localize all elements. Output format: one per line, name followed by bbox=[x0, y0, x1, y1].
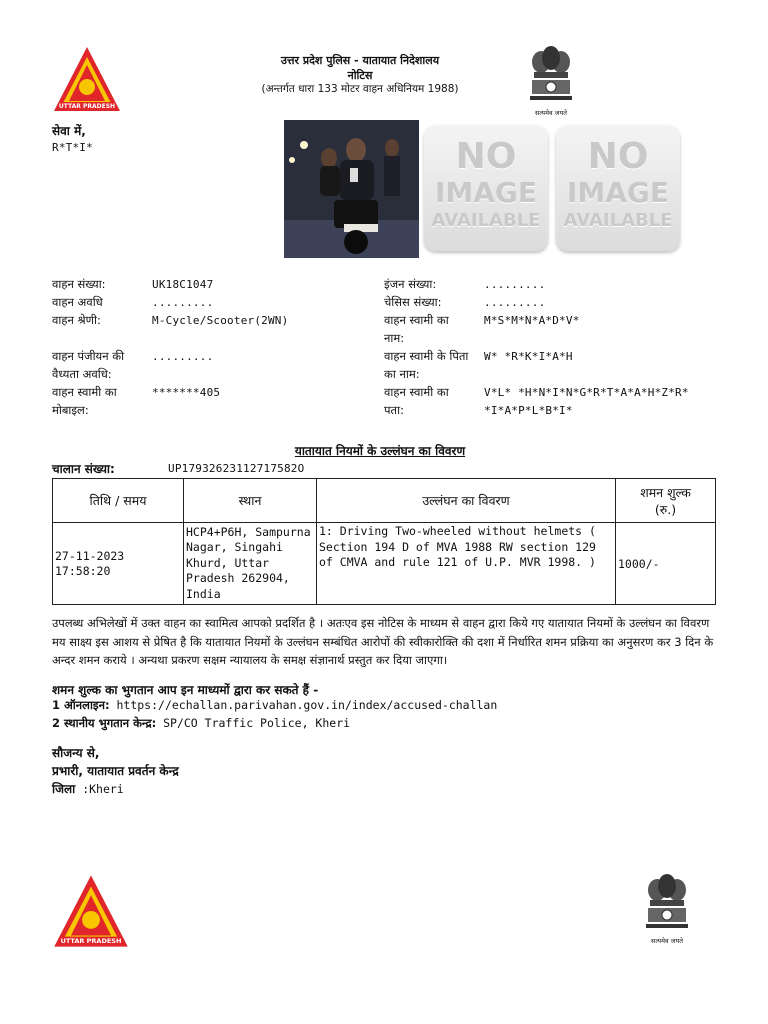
chassis-label: चेसिस संख्या: bbox=[384, 295, 442, 309]
owner-address-label-1: वाहन स्वामी का bbox=[384, 385, 449, 399]
violation-table bbox=[52, 478, 716, 605]
violation-section-title: यातायात नियमों के उल्लंघन का विवरण bbox=[294, 444, 466, 458]
col-fee bbox=[616, 479, 716, 523]
notice-paragraph: उपलब्ध अभिलेखों में उक्त वाहन का स्वामित्व आपको प्रदर्शित है । अतःएव इस नोटिस के माध्यम से वाहन द्वारा किये गए यातायात नियमों के उल्लंघन का विवरण मय साक्ष्य इस आशय से प्रेषित है कि यातायात नियमों के उल्लंघन सम्बंधित आरोपों की स्वीकारोक्ति की दशा में निर्धारित शमन प्रक्रिया का अनुसरण कर 3 दिन के अन्दर शमन कराये । अन्यथा प्रकरण सक्षम न्यायालय के समक्ष संज्ञानार्थ प्रस्तुत कर दिया जाएगा। bbox=[52, 616, 714, 667]
national-emblem-icon bbox=[642, 872, 692, 934]
father-name-value: W* *R*K*I*A*H bbox=[484, 350, 573, 363]
emblem-bottom bbox=[642, 872, 692, 948]
reg-validity-label-1: वाहन पंजीयन की bbox=[52, 349, 125, 363]
owner-mobile-label-1: वाहन स्वामी का bbox=[52, 385, 117, 399]
row-fee: 1000/- bbox=[616, 523, 716, 605]
national-emblem-icon bbox=[526, 44, 576, 106]
payment-online-link[interactable]: https://echallan.parivahan.gov.in/index/accused-challan bbox=[109, 698, 498, 712]
owner-address-value-2: *I*A*P*L*B*I* bbox=[484, 404, 573, 417]
logo-bottom-text-2: UTTAR PRADESH bbox=[60, 937, 122, 945]
recipient-name: R*T*I* bbox=[52, 141, 93, 154]
recipient-label: सेवा में, bbox=[52, 124, 86, 138]
col-datetime: तिथि / समय bbox=[53, 479, 184, 523]
emblem-motto: सत्यमेव जयते bbox=[651, 937, 683, 945]
header-title: उत्तर प्रदेश पुलिस - यातायात निदेशालय bbox=[280, 54, 440, 67]
district-value: :Kheri bbox=[75, 782, 124, 796]
father-name-label-1: वाहन स्वामी के पिता bbox=[384, 349, 469, 363]
owner-address-label-2: पता: bbox=[384, 403, 404, 417]
owner-name-label-2: नाम: bbox=[384, 331, 405, 345]
col-detail: उल्लंघन का विवरण bbox=[317, 479, 616, 523]
owner-name-value: M*S*M*N*A*D*V* bbox=[484, 314, 580, 327]
challan-label: चालान संख्या: bbox=[52, 462, 115, 476]
row-time: 17:58:20 bbox=[55, 563, 111, 578]
officer-title: प्रभारी, यातायात प्रवर्तन केन्द्र bbox=[52, 764, 179, 778]
engine-value: ......... bbox=[484, 278, 546, 291]
header-act: (अन्तर्गत धारा 133 मोटर वाहन अधिनियम 1988) bbox=[261, 83, 459, 95]
no-image-line2: IMAGE bbox=[434, 176, 538, 209]
chassis-value: ......... bbox=[484, 296, 546, 309]
table-header-row bbox=[53, 479, 716, 523]
challan-value: UP17932623112717582O bbox=[168, 462, 305, 475]
vehicle-category-value: M-Cycle/Scooter(2WN) bbox=[152, 314, 289, 327]
no-image-line3: AVAILABLE bbox=[431, 210, 541, 231]
father-name-label-2: का नाम: bbox=[384, 367, 420, 381]
emblem-motto: सत्यमेव जयते bbox=[535, 109, 567, 117]
col-fee-line1: शमन शुल्क bbox=[640, 484, 691, 500]
no-image-line2: IMAGE bbox=[566, 176, 670, 209]
courtesy-label: सौजन्य से, bbox=[52, 746, 100, 760]
payment-online bbox=[52, 698, 497, 713]
no-image-line1: NO bbox=[455, 136, 517, 177]
district-line bbox=[52, 780, 124, 797]
row-detail: 1: Driving Two-wheeled without helmets ( Section 194 D of MVA 1988 RW section 129 of CMVA and rule 121 of U.P. MVR 1998. ) bbox=[317, 523, 616, 605]
owner-name-label-1: वाहन स्वामी का bbox=[384, 313, 449, 327]
reg-validity-value: ......... bbox=[152, 350, 214, 363]
table-row bbox=[53, 523, 716, 605]
payment-local-value: SP/CO Traffic Police, Kheri bbox=[156, 716, 351, 730]
payment-local-prefix: 2 स्थानीय भुगतान केन्द्र: bbox=[52, 716, 157, 730]
col-fee-line2: (रु.) bbox=[654, 501, 677, 517]
no-image-placeholder-1 bbox=[424, 125, 548, 251]
row-place: HCP4+P6H, Sampurna Nagar, Singahi Khurd, Uttar Pradesh 262904, India bbox=[184, 523, 317, 605]
row-date: 27-11-2023 bbox=[55, 548, 125, 563]
vehicle-category-label: वाहन श्रेणी: bbox=[52, 313, 101, 327]
owner-mobile-value: *******405 bbox=[152, 386, 221, 399]
payment-heading: शमन शुल्क का भुगतान आप इन माध्यमों द्वारा कर सकते हैं - bbox=[52, 683, 319, 697]
logo-bottom-text: UTTAR PRADESH bbox=[58, 103, 116, 110]
district-label: जिला bbox=[52, 782, 76, 796]
owner-address-value-1: V*L* *H*N*I*N*G*R*T*A*A*H*Z*R* bbox=[484, 386, 689, 399]
payment-local bbox=[52, 716, 350, 731]
emblem bbox=[526, 44, 576, 116]
motorcycle-rider-photo bbox=[284, 120, 419, 258]
col-place: स्थान bbox=[184, 479, 317, 523]
owner-mobile-label-2: मोबाइल: bbox=[52, 403, 89, 417]
row-datetime bbox=[53, 523, 184, 605]
vehicle-period-label: वाहन अवधि bbox=[52, 295, 103, 309]
vehicle-number-label: वाहन संख्या: bbox=[52, 277, 106, 291]
reg-validity-label-2: वैध्यता अवधि: bbox=[52, 367, 112, 381]
header-subtitle: नोटिस bbox=[347, 69, 373, 82]
engine-label: इंजन संख्या: bbox=[384, 277, 437, 291]
vehicle-number-value: UK18C1047 bbox=[152, 278, 214, 291]
no-image-placeholder-2 bbox=[556, 125, 680, 251]
evidence-photo bbox=[284, 120, 419, 258]
no-image-line3: AVAILABLE bbox=[563, 210, 673, 231]
no-image-line1: NO bbox=[587, 136, 649, 177]
vehicle-period-value: ......... bbox=[152, 296, 214, 309]
payment-online-prefix: 1 ऑनलाइन: bbox=[52, 698, 110, 712]
